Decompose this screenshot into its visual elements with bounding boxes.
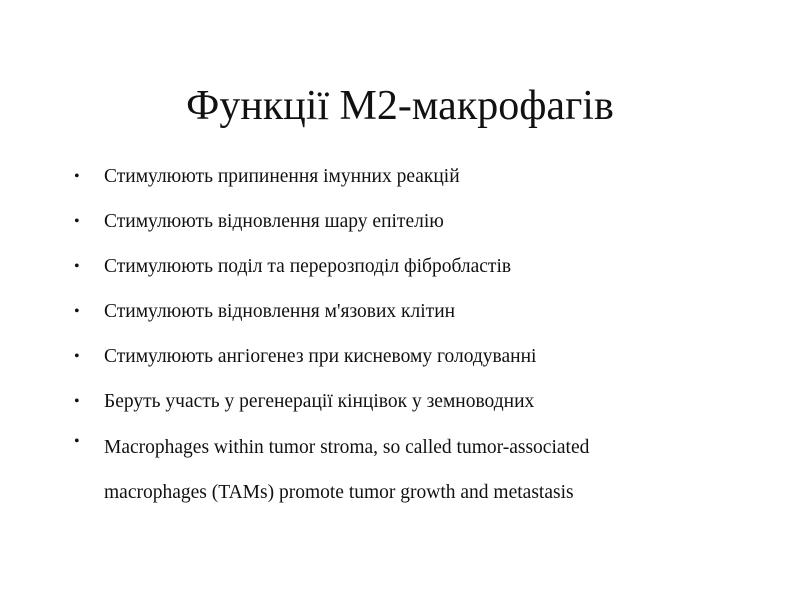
bullet-dot: • (74, 348, 80, 365)
bullet-item (74, 385, 674, 419)
bullet-text: Стимулюють відновлення шару епітелію (104, 211, 444, 232)
bullet-item (74, 160, 674, 194)
bullet-text: Macrophages within tumor stroma, so called tumor-associated macrophages (TAMs) promote tumor growth and metastasis (104, 437, 590, 503)
bullet-text: Стимулюють припинення імунних реакцій (104, 166, 460, 187)
bullet-dot: • (74, 213, 80, 230)
bullet-item (74, 250, 674, 284)
bullet-dot: • (74, 393, 80, 410)
bullet-dot: • (74, 168, 80, 185)
bullet-dot: • (74, 303, 80, 320)
bullet-item (74, 425, 674, 515)
bullet-text: Стимулюють поділ та перерозподіл фібробластів (104, 256, 512, 277)
bullet-item (74, 295, 674, 329)
bullet-list (74, 160, 674, 526)
bullet-dot: • (74, 258, 80, 275)
bullet-text: Беруть участь у регенерації кінцівок у земноводних (104, 391, 535, 412)
slide-title: Функції М2-макрофагів (186, 83, 614, 129)
bullet-text: Стимулюють відновлення м'язових клітин (104, 301, 456, 322)
bullet-item (74, 340, 674, 374)
bullet-item (74, 205, 674, 239)
bullet-dot: • (74, 433, 80, 450)
bullet-text: Стимулюють ангіогенез при кисневому голодуванні (104, 346, 537, 367)
